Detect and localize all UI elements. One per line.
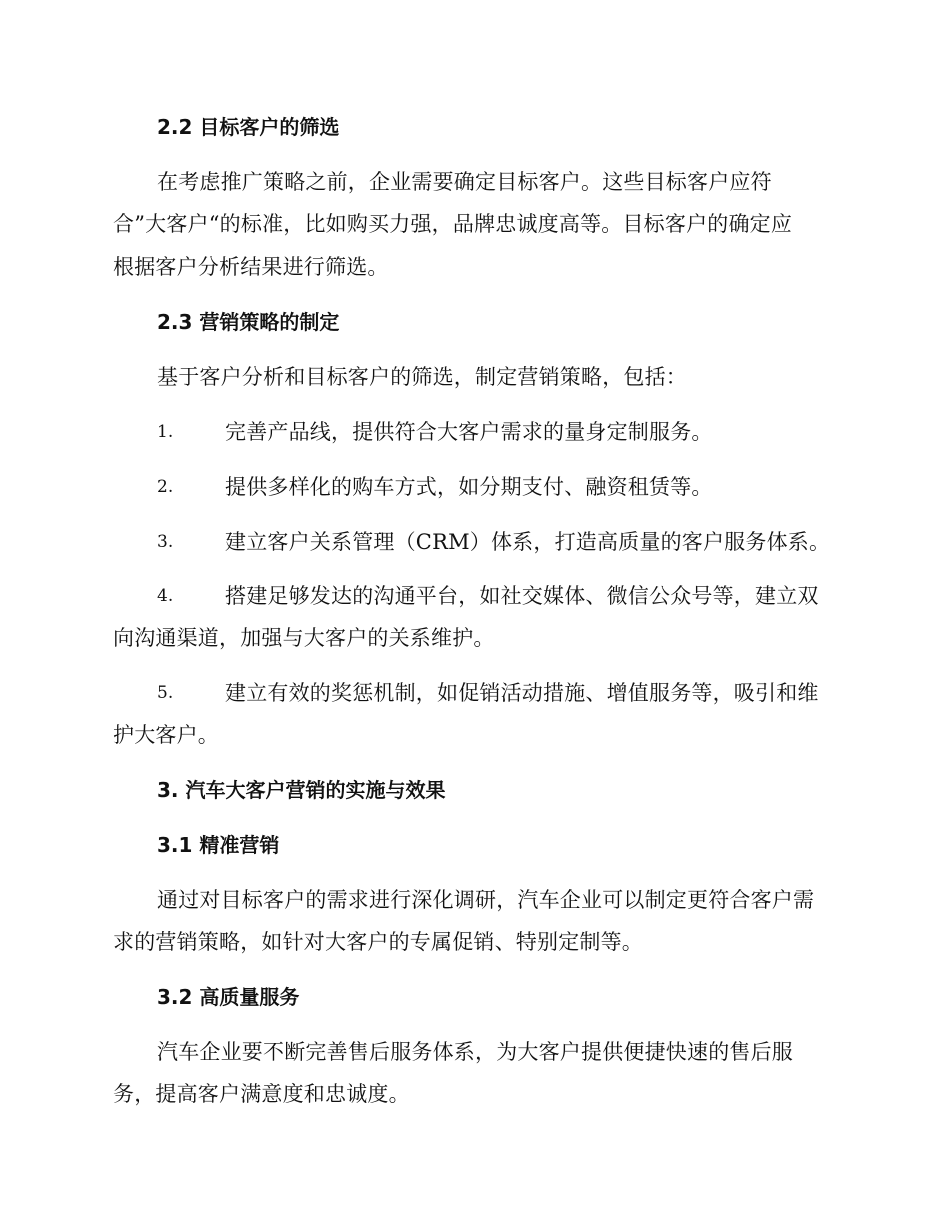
list-item-text: 搭建足够发达的沟通平台，如社交媒体、微信公众号等，建立双 — [225, 584, 819, 608]
list-item-text: 护大客户。 — [113, 723, 219, 747]
paragraph-line: 务，提高客户满意度和忠诚度。 — [113, 1082, 410, 1106]
list-item-number: 4. — [157, 586, 174, 606]
list-item-number: 5. — [157, 683, 174, 703]
paragraph-line: 求的营销策略，如针对大客户的专属促销、特别定制等。 — [113, 930, 643, 954]
section-heading-2-3: 2.3 营销策略的制定 — [157, 310, 340, 334]
list-item-text: 完善产品线，提供符合大客户需求的量身定制服务。 — [225, 420, 713, 444]
section-heading-2-2: 2.2 目标客户的筛选 — [157, 115, 340, 139]
paragraph-line: 在考虑推广策略之前，企业需要确定目标客户。这些目标客户应符 — [157, 170, 772, 194]
list-item-text: 建立客户关系管理（CRM）体系，打造高质量的客户服务体系。 — [225, 530, 831, 554]
list-item-text: 向沟通渠道，加强与大客户的关系维护。 — [113, 626, 495, 650]
section-heading-3: 3. 汽车大客户营销的实施与效果 — [157, 778, 446, 802]
list-item-text: 建立有效的奖惩机制，如促销活动措施、增值服务等，吸引和维 — [225, 681, 819, 705]
list-item-number: 1. — [157, 422, 174, 442]
list-item-number: 3. — [157, 532, 174, 552]
paragraph-line: 合”大客户“的标准，比如购买力强，品牌忠诚度高等。目标客户的确定应 — [113, 212, 793, 236]
section-heading-3-2: 3.2 高质量服务 — [157, 985, 300, 1009]
list-item-number: 2. — [157, 477, 174, 497]
list-item-text: 提供多样化的购车方式，如分期支付、融资租赁等。 — [225, 475, 713, 499]
paragraph-line: 通过对目标客户的需求进行深化调研，汽车企业可以制定更符合客户需 — [157, 888, 815, 912]
paragraph-line: 基于客户分析和目标客户的筛选，制定营销策略，包括： — [157, 365, 687, 389]
section-heading-3-1: 3.1 精准营销 — [157, 833, 280, 857]
paragraph-line: 根据客户分析结果进行筛选。 — [113, 255, 389, 279]
paragraph-line: 汽车企业要不断完善售后服务体系，为大客户提供便捷快速的售后服 — [157, 1040, 793, 1064]
